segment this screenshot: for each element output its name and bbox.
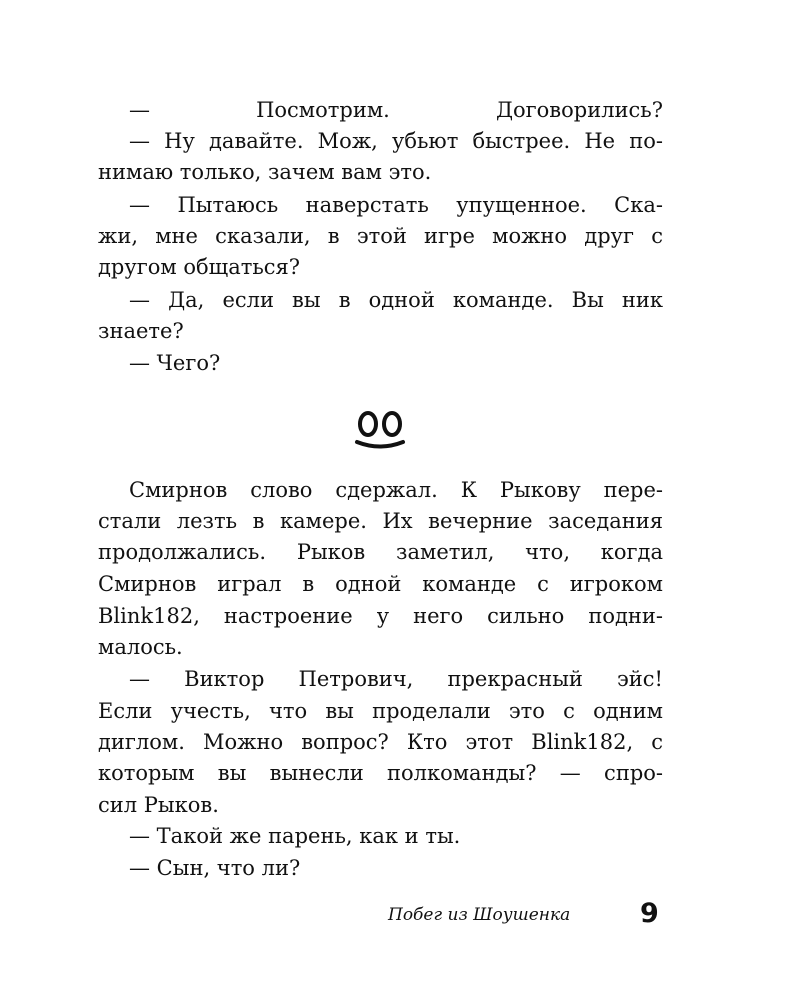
smiley-eyes-icon [352, 405, 408, 453]
text-line: — Чего? [129, 351, 221, 375]
page-number: 9 [640, 898, 659, 929]
running-title: Побег из Шоушенка [388, 905, 571, 925]
text-line: Blink182, настроение у него сильно подни- [98, 604, 663, 628]
text-line: которым вы вынесли полкоманды? — спро- [98, 761, 663, 785]
text-line: жи, мне сказали, в этой игре можно друг с [98, 224, 663, 248]
text-line: знаете? [98, 319, 184, 343]
text-line: другом общаться? [98, 255, 301, 279]
text-line: — Ну давайте. Мож, убьют быстрее. Не по- [129, 129, 663, 153]
text-line: малось. [98, 635, 183, 659]
text-line: — Такой же парень, как и ты. [129, 824, 461, 848]
text-line: продолжались. Рыков заметил, что, когда [98, 540, 663, 564]
text-line: — Посмотрим. Договорились? [129, 98, 663, 122]
text-line: стали лезть в камере. Их вечерние заседания [98, 509, 663, 533]
text-line: Смирнов слово сдержал. К Рыкову пере- [129, 478, 663, 502]
text-line: сил Рыков. [98, 793, 219, 817]
text-line: Смирнов играл в одной команде с игроком [98, 572, 663, 596]
text-line: нимаю только, зачем вам это. [98, 160, 432, 184]
text-line: диглом. Можно вопрос? Кто этот Blink182, с [98, 730, 663, 754]
text-line: — Виктор Петрович, прекрасный эйс! [129, 667, 663, 691]
text-line: — Сын, что ли? [129, 856, 301, 880]
text-line: — Пытаюсь наверстать упущенное. Ска- [129, 193, 663, 217]
text-line: — Да, если вы в одной команде. Вы ник [129, 288, 663, 312]
text-line: Если учесть, что вы проделали это с одним [98, 699, 663, 723]
